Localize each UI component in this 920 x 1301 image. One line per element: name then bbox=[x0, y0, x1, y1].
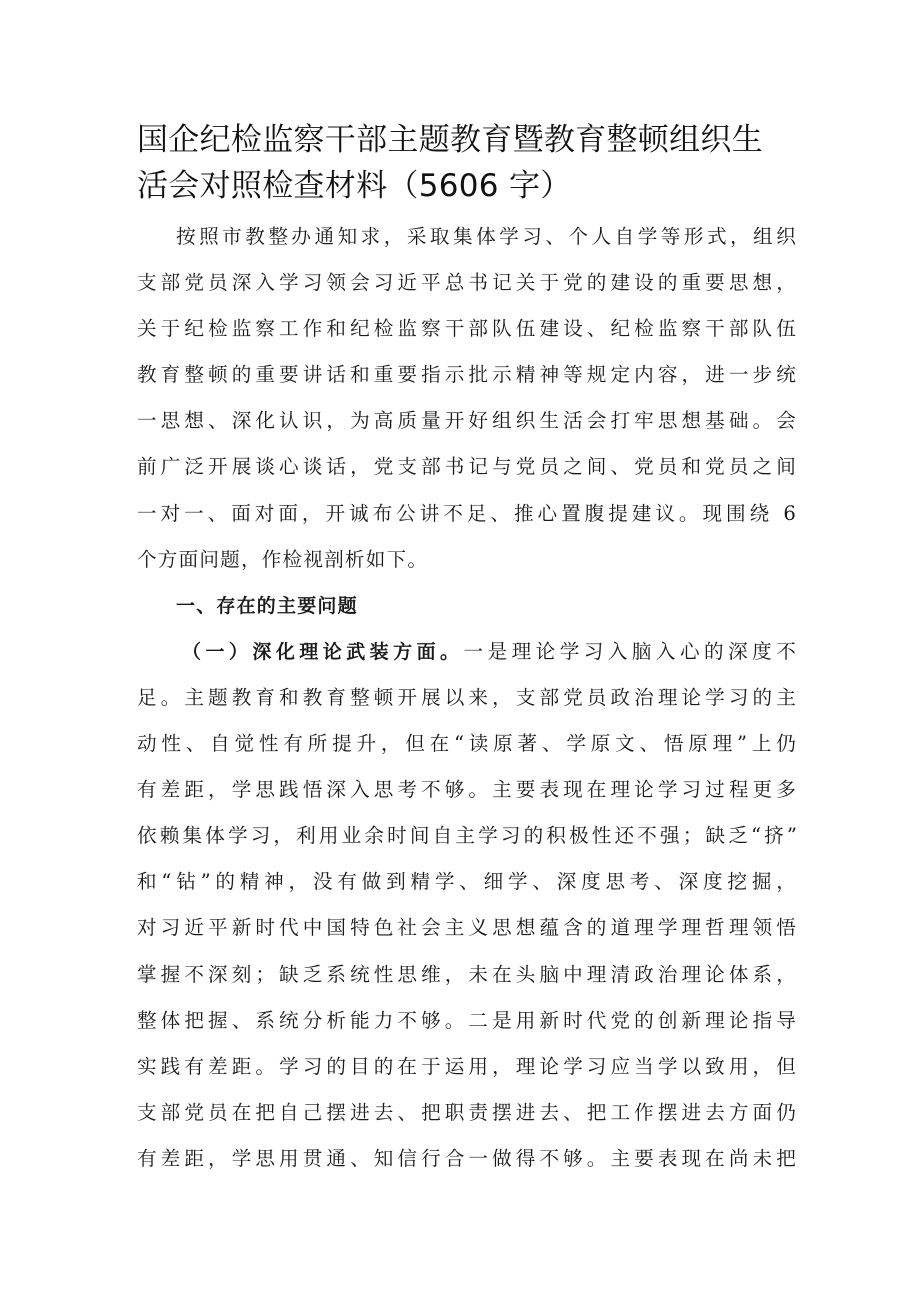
document-body bbox=[137, 214, 797, 1182]
paragraph-line: 教育整顿的重要讲话和重要指示批示精神等规定内容，进一步统 bbox=[137, 363, 797, 387]
paragraph-line: 个方面问题，作检视剖析如下。 bbox=[137, 547, 429, 571]
paragraph-line: 动性、自觉性有所提升，但在“读原著、学原文、悟原理”上仍 bbox=[137, 732, 797, 756]
paragraph-line: 一对一、面对面，开诚布公讲不足、推心置腹提建议。现围绕 6 bbox=[137, 501, 797, 525]
paragraph-line: 有差距，学思用贯通、知信行合一做得不够。主要表现在尚未把 bbox=[137, 1146, 797, 1170]
subsection-first-line-text: 一是理论学习入脑入心的深度不 bbox=[463, 639, 797, 663]
paragraph-line: 按照市教整办通知求，采取集体学习、个人自学等形式，组织 bbox=[176, 225, 797, 248]
paragraph-line: 支部党员深入学习领会习近平总书记关于党的建设的重要思想， bbox=[137, 271, 797, 295]
paragraph-line: 整体把握、系统分析能力不够。二是用新时代党的创新理论指导 bbox=[137, 1008, 797, 1032]
paragraph-line bbox=[137, 629, 797, 675]
subsection-label: （一）深化理论武装方面。 bbox=[182, 640, 464, 663]
paragraph-line: 有差距，学思践悟深入思考不够。主要表现在理论学习过程更多 bbox=[137, 778, 797, 802]
paragraph-line: 一思想、深化认识，为高质量开好组织生活会打牢思想基础。会 bbox=[137, 409, 797, 433]
paragraph-line: 和“钻”的精神，没有做到精学、细学、深度思考、深度挖掘， bbox=[137, 870, 797, 894]
subsection-paragraph bbox=[137, 629, 797, 1182]
title-line-2: 活会对照检查材料（5606 字） bbox=[137, 168, 572, 205]
section-heading: 一、存在的主要问题 bbox=[176, 594, 358, 617]
paragraph-line: 足。主题教育和教育整顿开展以来，支部党员政治理论学习的主 bbox=[137, 685, 797, 709]
paragraph-line: 前广泛开展谈心谈话，党支部书记与党员之间、党员和党员之间 bbox=[137, 455, 797, 479]
paragraph-line: 依赖集体学习，利用业余时间自主学习的积极性还不强；缺乏“挤” bbox=[137, 824, 797, 848]
paragraph-line: 对习近平新时代中国特色社会主义思想蕴含的道理学理哲理领悟 bbox=[137, 916, 797, 940]
title-line-1: 国企纪检监察干部主题教育暨教育整顿组织生 bbox=[137, 122, 763, 158]
paragraph-line: 关于纪检监察工作和纪检监察干部队伍建设、纪检监察干部队伍 bbox=[137, 317, 797, 341]
intro-paragraph bbox=[137, 214, 797, 583]
paragraph-line: 实践有差距。学习的目的在于运用，理论学习应当学以致用，但 bbox=[137, 1054, 797, 1078]
paragraph-line: 掌握不深刻；缺乏系统性思维，未在头脑中理清政治理论体系， bbox=[137, 962, 797, 986]
document-title bbox=[137, 117, 797, 209]
paragraph-line: 支部党员在把自己摆进去、把职责摆进去、把工作摆进去方面仍 bbox=[137, 1100, 797, 1124]
